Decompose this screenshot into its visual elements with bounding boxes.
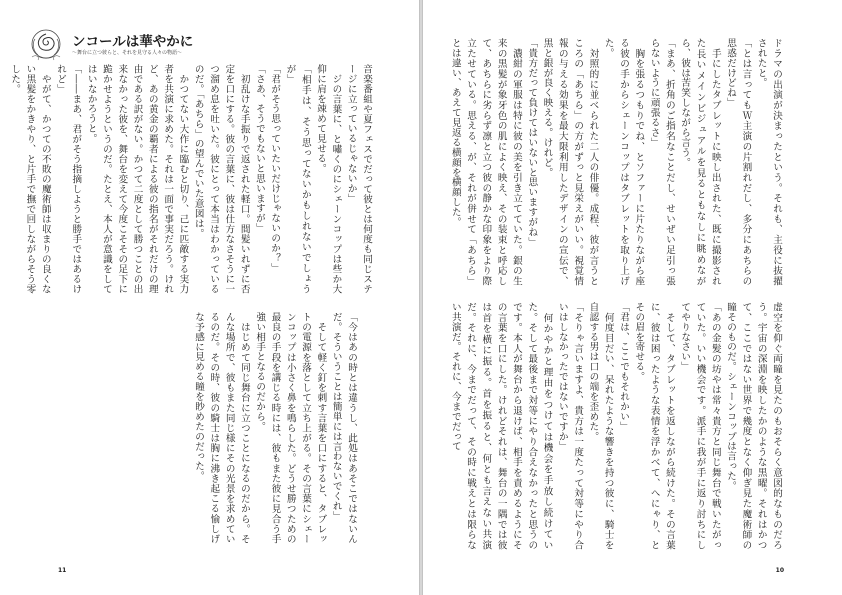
right-lower-text-column: 虚空を仰ぐ両瞳を見たのもおそらく意図的なものだろう。宇宙の深淵を映したかのような黒曜。それはかつて、ここではない世界で幾度となく仰ぎ見た魔術師の瞳そのものだ。シェーンコップは言った。 「あの金髪の坊やは常々貴方と同じ舞台で戦いたがっていた。いい機会です。派手に我が手に返り討ちにしてやりなさい」 そして、タブレットを返しながら続けた。その言葉に、彼は困ったような表情を浮かべて、へにゃり、とその眉を寄せる。 「君は、ここでもそれかい」 何度目だい、呆れたような響きを持つ彼に、騎士を自認する男は口の端を歪めた。 「そりゃ言いますよ、貴方は一度たって対等にやり合いはしなかったではないですか」 何かやかと理由をつけては機会を手放し続けていた。そして最後まで対等にやり合えなかったと思うのです。本人が舞台から退けば、相手を責めるようにその言葉を口にした。けれどそれは、舞台の一隅では彼は首を横に振る。首を振ると、何とも言えない共演だ。それに、今までだって、その時に戦えとは限らない共演だ。それに、今までだって (449, 302, 782, 550)
page-number-right: 10 (775, 567, 784, 574)
right-page (423, 0, 842, 595)
left-upper-text-column: 音楽番組や夏フェスでだって彼とは何度も同じステージに立っているじゃないか」 ジの言葉に、と嘯くのにシェーンコップは些か大仰に肩を竦めて見せる。 「相手は、そう思ってないかもしれないでしょうが」 「君がそう思っていたいだけじゃないのか？」 「さあ、そうでもないと思いますが」 初乱けな手振りで返された軽口。間髪いれずに否定を口にする。彼の言葉に、彼は仕方なさそうに一つ溜め息を吐いた。彼にとって本当はわかっているのだ。「あちら」の望んでいた意図は。 かつてない大作に臨むと切り、己に匹敵する実力者を共演に求めた。それは一面で事実だろう。けれど、あの黄金の覇者による彼の指名がそれだけの理由である訳がない。かつて二度として勝つことの出来なかった彼を、舞台を変えて今度こそその足下に跪かせようというのだ。たとえ、本人が意識をしてはいなかろうと。 「――まあ、君がそう指摘しようと勝手ではあるけれど」 やがて、かつての不敗の魔術師は収まりの良くない黒髪をかきやり、と片手で撫で回しながらそう零した。 (9, 64, 372, 294)
page-header (26, 27, 216, 65)
right-upper-text-column: ドラマの出演が決まったという。それも、主役に抜擢されたと。 「とは言ってもＷ主演の片割れだし、多分にあちらの思惑だけどね」 手にしたタブレットに映し出された、既に撮影された長いメインビジュアルを見るともなしに眺めながら、彼は苦笑しながら言う。 「まあ、折角のご指名なことだし、せいぜい足引っ張らないように頑張るさ」 胸を張るつもりでね、とソファーに片たりながら座る彼の手からシェーンコップはタブレットを取り上げた。 対照的に並べられた二人の俳優。成程、彼が言うところの「あちら」の方がずっと見栄えがいい。視覚情報の与える効果を最大限利用したデザインの宣伝で、黒と銀が良く映える。けれど。 「貴方だって負けてはいないと思いますがね」 濃紺の軍服は特に彼の美を引き立てていた。銀の生来の黒髪が象牙色の肌によく映え、その装束と呼応して、あちらに劣らず凛と立つ彼の静かな印象をより際立たせている。思える、が、それが併せて「あちら」とは違い、あえて見返る横顔を横顔した。 (449, 38, 782, 286)
left-lower-text-column: 「今はあの時とは違うし、此処はあそこではないんだ。そういうことは簡単には言わないでくれ」 そして軽く釘を刺す言葉を口にすると、タブレットの電源を落として立ち上がる。その言葉にシェーンコップは小さく鼻を鳴らした。どうせ勝つための最良の手段を講じる時には、彼もまた彼に見合う手強い相手となるのだから。 はじめて同じ舞台に立つことになるのだから。そんな場所で、彼もまた同じ様にその光景を求めているのだ。その時、彼の騎士は胸に沸き起こる愉しげな予感に見める瞳を眇めたのだった。 (193, 312, 357, 544)
left-page (0, 0, 419, 595)
rose-emblem-icon (26, 27, 66, 63)
page-number-left: 11 (58, 567, 67, 574)
series-title: ンコールは華やかに (72, 34, 194, 50)
series-subtitle: 〜舞台に立つ彼らと、それを見守る人々の物語〜 (72, 50, 183, 56)
